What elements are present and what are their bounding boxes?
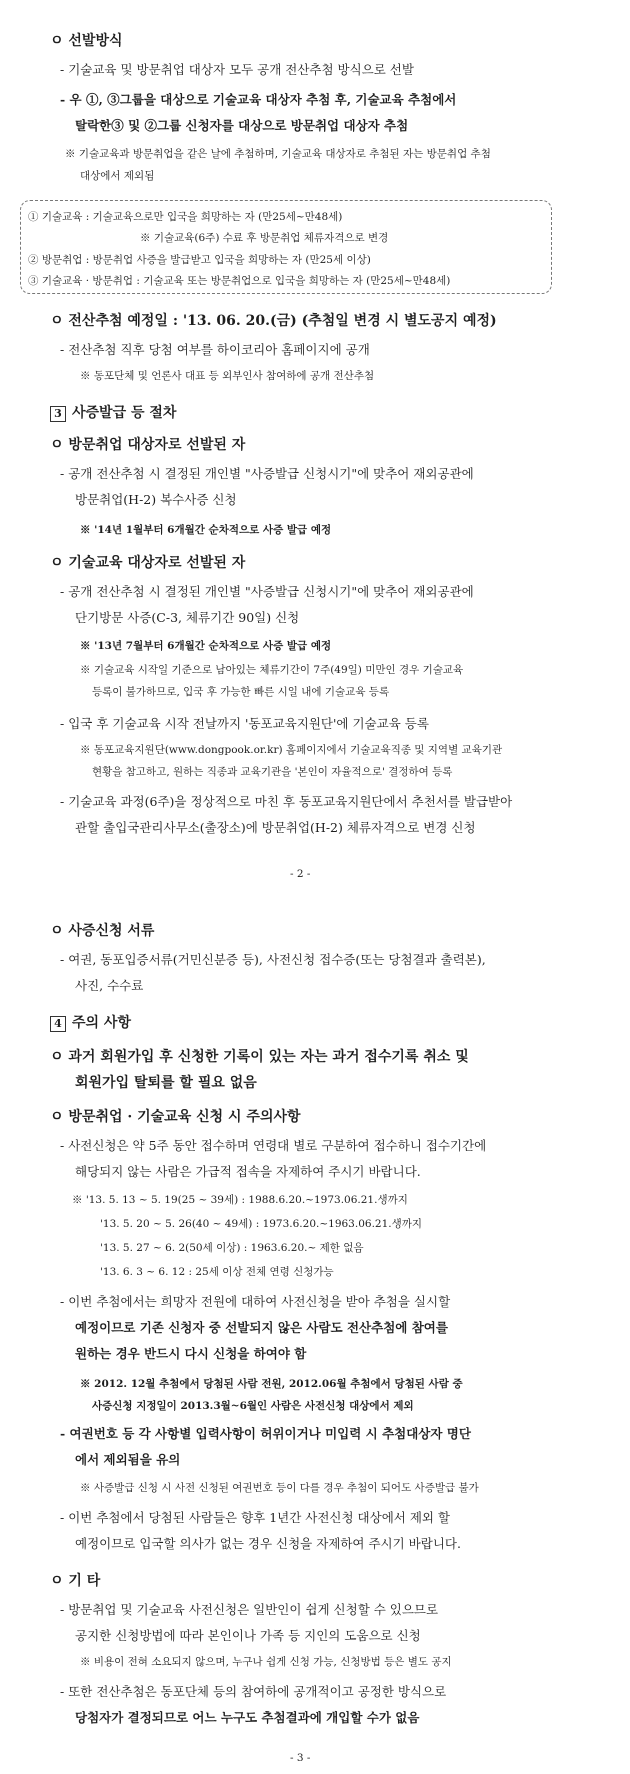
note-line: ※ 비용이 전혀 소요되지 않으며, 누구나 쉽게 신청 가능, 신청방법 등은 별도 공지 xyxy=(80,1656,452,1668)
note-line: ※ 기술교육과 방문취업을 같은 날에 추첨하며, 기술교육 대상자로 추첨된 자는 방문취업 추첨 xyxy=(65,148,491,160)
schedule-line: '13. 6. 3 ~ 6. 12 : 25세 이상 전체 연령 신청가능 xyxy=(100,1266,334,1278)
text-line: - 또한 전산추첨은 동포단체 등의 참여하에 공개적이고 공정한 방식으로 xyxy=(60,1684,447,1699)
bullet: ㅇ xyxy=(50,1573,64,1589)
bullet: ㅇ xyxy=(50,1109,64,1125)
section-lottery-date xyxy=(50,310,497,330)
subsection-title: 방문취업 대상자로 선발된 자 xyxy=(68,437,246,453)
bullet: ㅇ xyxy=(50,555,64,571)
text-line: 당첨자가 결정되므로 어느 누구도 추첨결과에 개입할 수가 없음 xyxy=(75,1710,420,1725)
text-line: 예정이므로 기존 신청자 중 선발되지 않은 사람도 전산추첨에 참여를 xyxy=(75,1320,448,1335)
text-line: - 방문취업 및 기술교육 사전신청은 일반인이 쉽게 신청할 수 있으므로 xyxy=(60,1602,439,1617)
section-title: 사증발급 등 절차 xyxy=(72,405,177,421)
text-line: 공지한 신청방법에 따라 본인이나 가족 등 지인의 도움으로 신청 xyxy=(75,1628,421,1643)
note-line: ※ 동포단체 및 언론사 대표 등 외부인사 참여하에 공개 전산추첨 xyxy=(80,370,375,382)
text-line: - 기술교육 과정(6주)을 정상적으로 마친 후 동포교육지원단에서 추천서를 발급받아 xyxy=(60,794,513,809)
text-line: 원하는 경우 반드시 다시 신청을 하여야 함 xyxy=(75,1346,307,1361)
section-visa-documents xyxy=(50,920,154,940)
page-number: - 3 - xyxy=(290,1752,311,1764)
caution-title-line: 회원가입 탈퇴를 할 필요 없음 xyxy=(75,1075,257,1091)
note-line: ※ '14년 1월부터 6개월간 순차적으로 사증 발급 예정 xyxy=(80,524,332,536)
note-line: 현황을 참고하고, 원하는 직종과 교육기관을 '본인이 자율적으로' 결정하여 등록 xyxy=(92,766,453,778)
text-line: 단기방문 사증(C-3, 체류기간 90일) 신청 xyxy=(75,610,300,625)
section-title: 전산추첨 예정일 : '13. 06. 20.(금) (추첨일 변경 시 별도공지 예정) xyxy=(68,313,497,329)
text-line: 예정이므로 입국할 의사가 없는 경우 신청을 자제하여 주시기 바랍니다. xyxy=(75,1536,461,1551)
text-line: - 여권번호 등 각 사항별 입력사항이 허위이거나 미입력 시 추첨대상자 명단 xyxy=(60,1426,471,1441)
note-line: ※ 사증발급 신청 시 사전 신청된 여권번호 등이 다를 경우 추첨이 되어도 사증발급 불가 xyxy=(80,1482,479,1494)
note-line: ※ 2012. 12월 추첨에서 당첨된 사람 전원, 2012.06월 추첨에서 당첨된 사람 중 xyxy=(80,1378,463,1390)
note-line: 사증신청 지정일이 2013.3월~6월인 사람은 사전신청 대상에서 제외 xyxy=(92,1400,414,1412)
subsection-application-cautions xyxy=(50,1106,301,1126)
section-number: 3 xyxy=(50,406,66,422)
section-selection-method xyxy=(50,30,123,50)
schedule-line: ※ '13. 5. 13 ~ 5. 19(25 ~ 39세) : 1988.6.20.~1973.06.21.생까지 xyxy=(72,1194,408,1206)
note-line: ※ '13년 7월부터 6개월간 순차적으로 사증 발급 예정 xyxy=(80,640,332,652)
box-line: ① 기술교육 : 기술교육으로만 입국을 희망하는 자 (만25세~만48세) xyxy=(28,211,343,223)
note-line: ※ 기술교육 시작일 기준으로 남아있는 체류기간이 7주(49일) 미만인 경우 기술교육 xyxy=(80,664,464,676)
box-line: ※ 기술교육(6주) 수료 후 방문취업 체류자격으로 변경 xyxy=(140,232,389,244)
text-line: 관할 출입국관리사무소(출장소)에 방문취업(H-2) 체류자격으로 변경 신청 xyxy=(75,820,476,835)
note-line: 등록이 불가하므로, 입국 후 가능한 빠른 시일 내에 기술교육 등록 xyxy=(92,686,390,698)
subsection-visit-work xyxy=(50,434,245,454)
section-visa-procedure xyxy=(50,402,176,422)
section-cautions xyxy=(50,1012,131,1032)
section-title: 주의 사항 xyxy=(72,1015,131,1031)
page-number: - 2 - xyxy=(290,868,311,880)
subsection-other xyxy=(50,1570,100,1590)
text-line: - 입국 후 기술교육 시작 전날까지 '동포교육지원단'에 기술교육 등록 xyxy=(60,716,429,731)
bullet: ㅇ xyxy=(50,33,64,49)
schedule-line: '13. 5. 27 ~ 6. 2(50세 이상) : 1963.6.20.~ 제한 없음 xyxy=(100,1242,364,1254)
caution-membership xyxy=(50,1046,469,1066)
section-number: 4 xyxy=(50,1016,66,1032)
schedule-line: '13. 5. 20 ~ 5. 26(40 ~ 49세) : 1973.6.20.~1963.06.21.생까지 xyxy=(100,1218,423,1230)
subsection-title: 기술교육 대상자로 선발된 자 xyxy=(68,555,246,571)
section-title: 선발방식 xyxy=(68,33,123,49)
text-line: - 공개 전산추첨 시 결정된 개인별 "사증발급 신청시기"에 맞추어 재외공관에 xyxy=(60,584,474,599)
note-line: 대상에서 제외됨 xyxy=(80,170,155,182)
text-line: 탈락한③ 및 ②그룹 신청자를 대상으로 방문취업 대상자 추첨 xyxy=(75,118,409,133)
note-line: ※ 동포교육지원단(www.dongpook.or.kr) 홈페이지에서 기술교육직종 및 지역별 교육기관 xyxy=(80,744,503,756)
text-line: - 사전신청은 약 5주 동안 접수하며 연령대 별로 구분하여 접수하니 접수기간에 xyxy=(60,1138,487,1153)
bullet: ㅇ xyxy=(50,923,64,939)
caution-title-line: 과거 회원가입 후 신청한 기록이 있는 자는 과거 접수기록 취소 및 xyxy=(68,1049,469,1065)
subsection-title: 방문취업 · 기술교육 신청 시 주의사항 xyxy=(68,1109,301,1125)
subsection-title: 기 타 xyxy=(68,1573,101,1589)
text-line: 사진, 수수료 xyxy=(75,978,144,993)
text-line: 방문취업(H-2) 복수사증 신청 xyxy=(75,492,237,507)
box-line: ② 방문취업 : 방문취업 사증을 발급받고 입국을 희망하는 자 (만25세 이상) xyxy=(28,254,371,266)
text-line: - 기술교육 및 방문취업 대상자 모두 공개 전산추첨 방식으로 선발 xyxy=(60,62,414,77)
section-title: 사증신청 서류 xyxy=(68,923,155,939)
text-line: - 전산추첨 직후 당첨 여부를 하이코리아 홈페이지에 공개 xyxy=(60,342,370,357)
text-line: 에서 제외됨을 유의 xyxy=(75,1452,181,1467)
text-line: 해당되지 않는 사람은 가급적 접속을 자제하여 주시기 바랍니다. xyxy=(75,1164,421,1179)
subsection-tech-education xyxy=(50,552,245,572)
text-line: - 우 ①, ③그룹을 대상으로 기술교육 대상자 추첨 후, 기술교육 추첨에서 xyxy=(60,92,457,107)
text-line: - 이번 추첨에서 당첨된 사람들은 향후 1년간 사전신청 대상에서 제외 할 xyxy=(60,1510,451,1525)
bullet: ㅇ xyxy=(50,313,64,329)
text-line: - 여권, 동포입증서류(거민신분증 등), 사전신청 접수증(또는 당첨결과 출력본), xyxy=(60,952,486,967)
bullet: ㅇ xyxy=(50,1049,64,1065)
text-line: - 공개 전산추첨 시 결정된 개인별 "사증발급 신청시기"에 맞추어 재외공관에 xyxy=(60,466,474,481)
box-line: ③ 기술교육 · 방문취업 : 기술교육 또는 방문취업으로 입국을 희망하는 자 (만25세~만48세) xyxy=(28,275,451,287)
bullet: ㅇ xyxy=(50,437,64,453)
text-line: - 이번 추첨에서는 희망자 전원에 대하여 사전신청을 받아 추첨을 실시할 xyxy=(60,1294,451,1309)
